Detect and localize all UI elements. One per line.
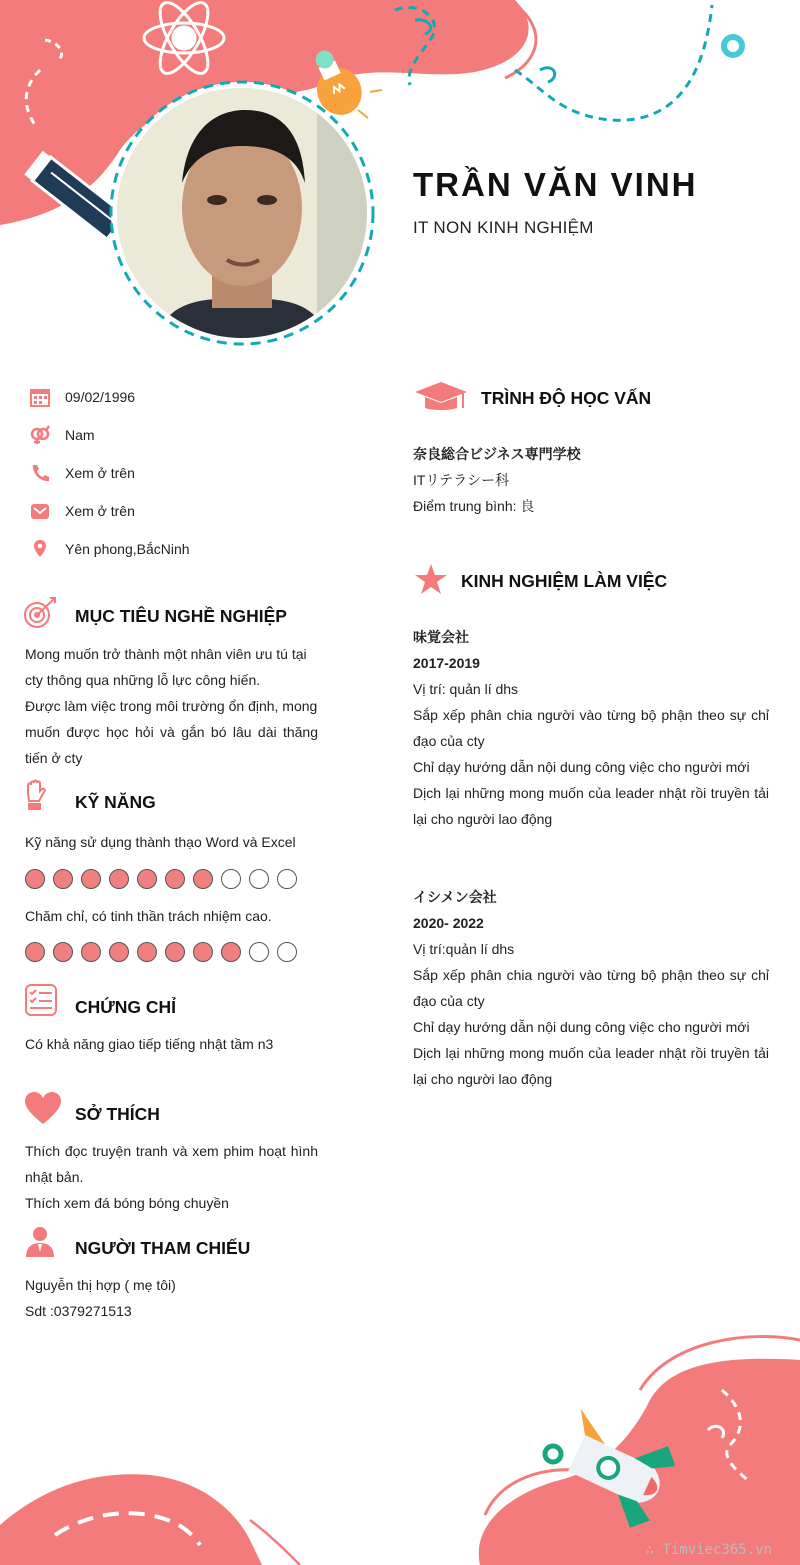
job-period: 2017-2019 xyxy=(413,655,480,671)
target-icon xyxy=(24,596,58,630)
hobbies-text xyxy=(25,1138,318,1216)
rating-dot-filled xyxy=(221,942,241,962)
skills-title: KỸ NĂNG xyxy=(75,792,156,812)
rating-dot-filled xyxy=(137,869,157,889)
job-line: Sắp xếp phân chia người vào từng bộ phận theo sự chỉ xyxy=(413,707,769,723)
footer-decoration xyxy=(0,1330,800,1565)
job-line: Vị trí: quản lí dhs xyxy=(413,681,519,697)
certificate-list-icon xyxy=(25,984,57,1016)
rating-dot-filled xyxy=(137,942,157,962)
hobby-line: Thích xem đá bóng bóng chuyền xyxy=(25,1195,229,1211)
education-details xyxy=(413,441,581,519)
job-line: Sắp xếp phân chia người vào từng bộ phận theo sự chỉ xyxy=(413,967,769,983)
rating-dot-filled xyxy=(193,942,213,962)
person-icon xyxy=(25,1226,55,1258)
heart-icon xyxy=(24,1091,62,1125)
gpa-text: Điểm trung bình: 良 xyxy=(413,498,535,514)
references-title: NGƯỜI THAM CHIẾU xyxy=(75,1238,251,1258)
rating-dot-empty xyxy=(277,942,297,962)
hand-icon xyxy=(25,779,47,811)
rating-dot-filled xyxy=(165,942,185,962)
email-text: Xem ở trên xyxy=(65,503,135,519)
profile-photo xyxy=(117,88,367,338)
phone-icon xyxy=(30,463,50,483)
location-pin-icon xyxy=(30,539,50,559)
rating-dot-filled xyxy=(53,942,73,962)
graduation-cap-icon xyxy=(414,380,468,414)
job-line: Chỉ dạy hướng dẫn nội dung công việc cho người mới xyxy=(413,1019,750,1035)
job-position: IT NON KINH NGHIỆM xyxy=(413,218,594,237)
objective-line: Được làm việc trong môi trường ổn định, mong xyxy=(25,698,318,714)
objective-line: Mong muốn trở thành một nhân viên ưu tú tại xyxy=(25,646,307,662)
education-title: TRÌNH ĐỘ HỌC VẤN xyxy=(481,388,652,408)
gender-row xyxy=(30,423,95,447)
job-line: đạo của cty xyxy=(413,993,485,1009)
job-line: Chỉ dạy hướng dẫn nội dung công việc cho người mới xyxy=(413,759,750,775)
rating-dot-empty xyxy=(249,942,269,962)
calendar-icon xyxy=(30,387,50,407)
references-text xyxy=(25,1272,176,1324)
experience-title: KINH NGHIỆM LÀM VIỆC xyxy=(461,571,668,591)
job-period: 2020- 2022 xyxy=(413,915,484,931)
school-name: 奈良総合ビジネス専門学校 xyxy=(413,446,581,462)
rating-dot-filled xyxy=(81,869,101,889)
address-row xyxy=(30,537,190,561)
major-name: ITリテラシー科 xyxy=(413,472,510,488)
job-entry xyxy=(413,624,769,832)
phone-text: Xem ở trên xyxy=(65,465,135,481)
reference-line: Sdt :0379271513 xyxy=(25,1303,132,1319)
company-name: 味覚会社 xyxy=(413,629,469,645)
birthday-row xyxy=(30,385,135,409)
birthday-text: 09/02/1996 xyxy=(65,389,136,405)
job-line: Vị trí:quản lí dhs xyxy=(413,941,515,957)
reference-line: Nguyễn thị hợp ( mẹ tôi) xyxy=(25,1277,176,1293)
skill-rating xyxy=(25,942,297,962)
rating-dot-filled xyxy=(81,942,101,962)
rating-dot-filled xyxy=(53,869,73,889)
objective-line: tiến ở cty xyxy=(25,750,83,766)
skill-name: Chăm chỉ, có tinh thần trách nhiệm cao. xyxy=(25,908,272,924)
address-text: Yên phong,BắcNinh xyxy=(65,541,190,557)
watermark: ∴ Timviec365.vn xyxy=(645,1542,772,1558)
rating-dot-empty xyxy=(221,869,241,889)
objective-line: cty thông qua những lỗ lực công hiến. xyxy=(25,672,261,688)
certificates-title: CHỨNG CHỈ xyxy=(75,997,177,1017)
job-line: Dịch lại những mong muốn của leader nhật rồi truyền tải xyxy=(413,785,769,801)
objective-title: MỤC TIÊU NGHỀ NGHIỆP xyxy=(75,606,287,626)
hobby-line: Thích đọc truyện tranh và xem phim hoạt hình xyxy=(25,1143,318,1159)
company-name: イシメン会社 xyxy=(413,889,497,905)
certificates-text: Có khả năng giao tiếp tiếng nhật tầm n3 xyxy=(25,1036,274,1052)
job-line: đạo của cty xyxy=(413,733,485,749)
candidate-name: TRẦN VĂN VINH xyxy=(413,166,698,203)
rating-dot-empty xyxy=(249,869,269,889)
job-line: Dịch lại những mong muốn của leader nhật rồi truyền tải xyxy=(413,1045,769,1061)
skill-name: Kỹ năng sử dụng thành thạo Word và Excel xyxy=(25,834,296,850)
rating-dot-filled xyxy=(165,869,185,889)
job-line: lại cho người lao động xyxy=(413,1071,553,1087)
gender-icon xyxy=(30,425,50,445)
email-icon xyxy=(30,501,50,521)
job-entry xyxy=(413,884,769,1092)
job-line: lại cho người lao động xyxy=(413,811,553,827)
hobbies-title: SỞ THÍCH xyxy=(75,1104,160,1124)
hobby-line: nhật bản. xyxy=(25,1169,84,1185)
rating-dot-filled xyxy=(109,942,129,962)
email-row xyxy=(30,499,135,523)
rating-dot-filled xyxy=(109,869,129,889)
phone-row xyxy=(30,461,135,485)
rating-dot-filled xyxy=(25,942,45,962)
rating-dot-empty xyxy=(277,869,297,889)
objective-text xyxy=(25,641,318,771)
rating-dot-filled xyxy=(193,869,213,889)
rating-dot-filled xyxy=(25,869,45,889)
skill-rating xyxy=(25,869,297,889)
gender-text: Nam xyxy=(65,427,95,443)
star-icon xyxy=(414,563,448,597)
objective-line: muốn được học hỏi và gắn bó lâu dài thăng xyxy=(25,724,318,740)
